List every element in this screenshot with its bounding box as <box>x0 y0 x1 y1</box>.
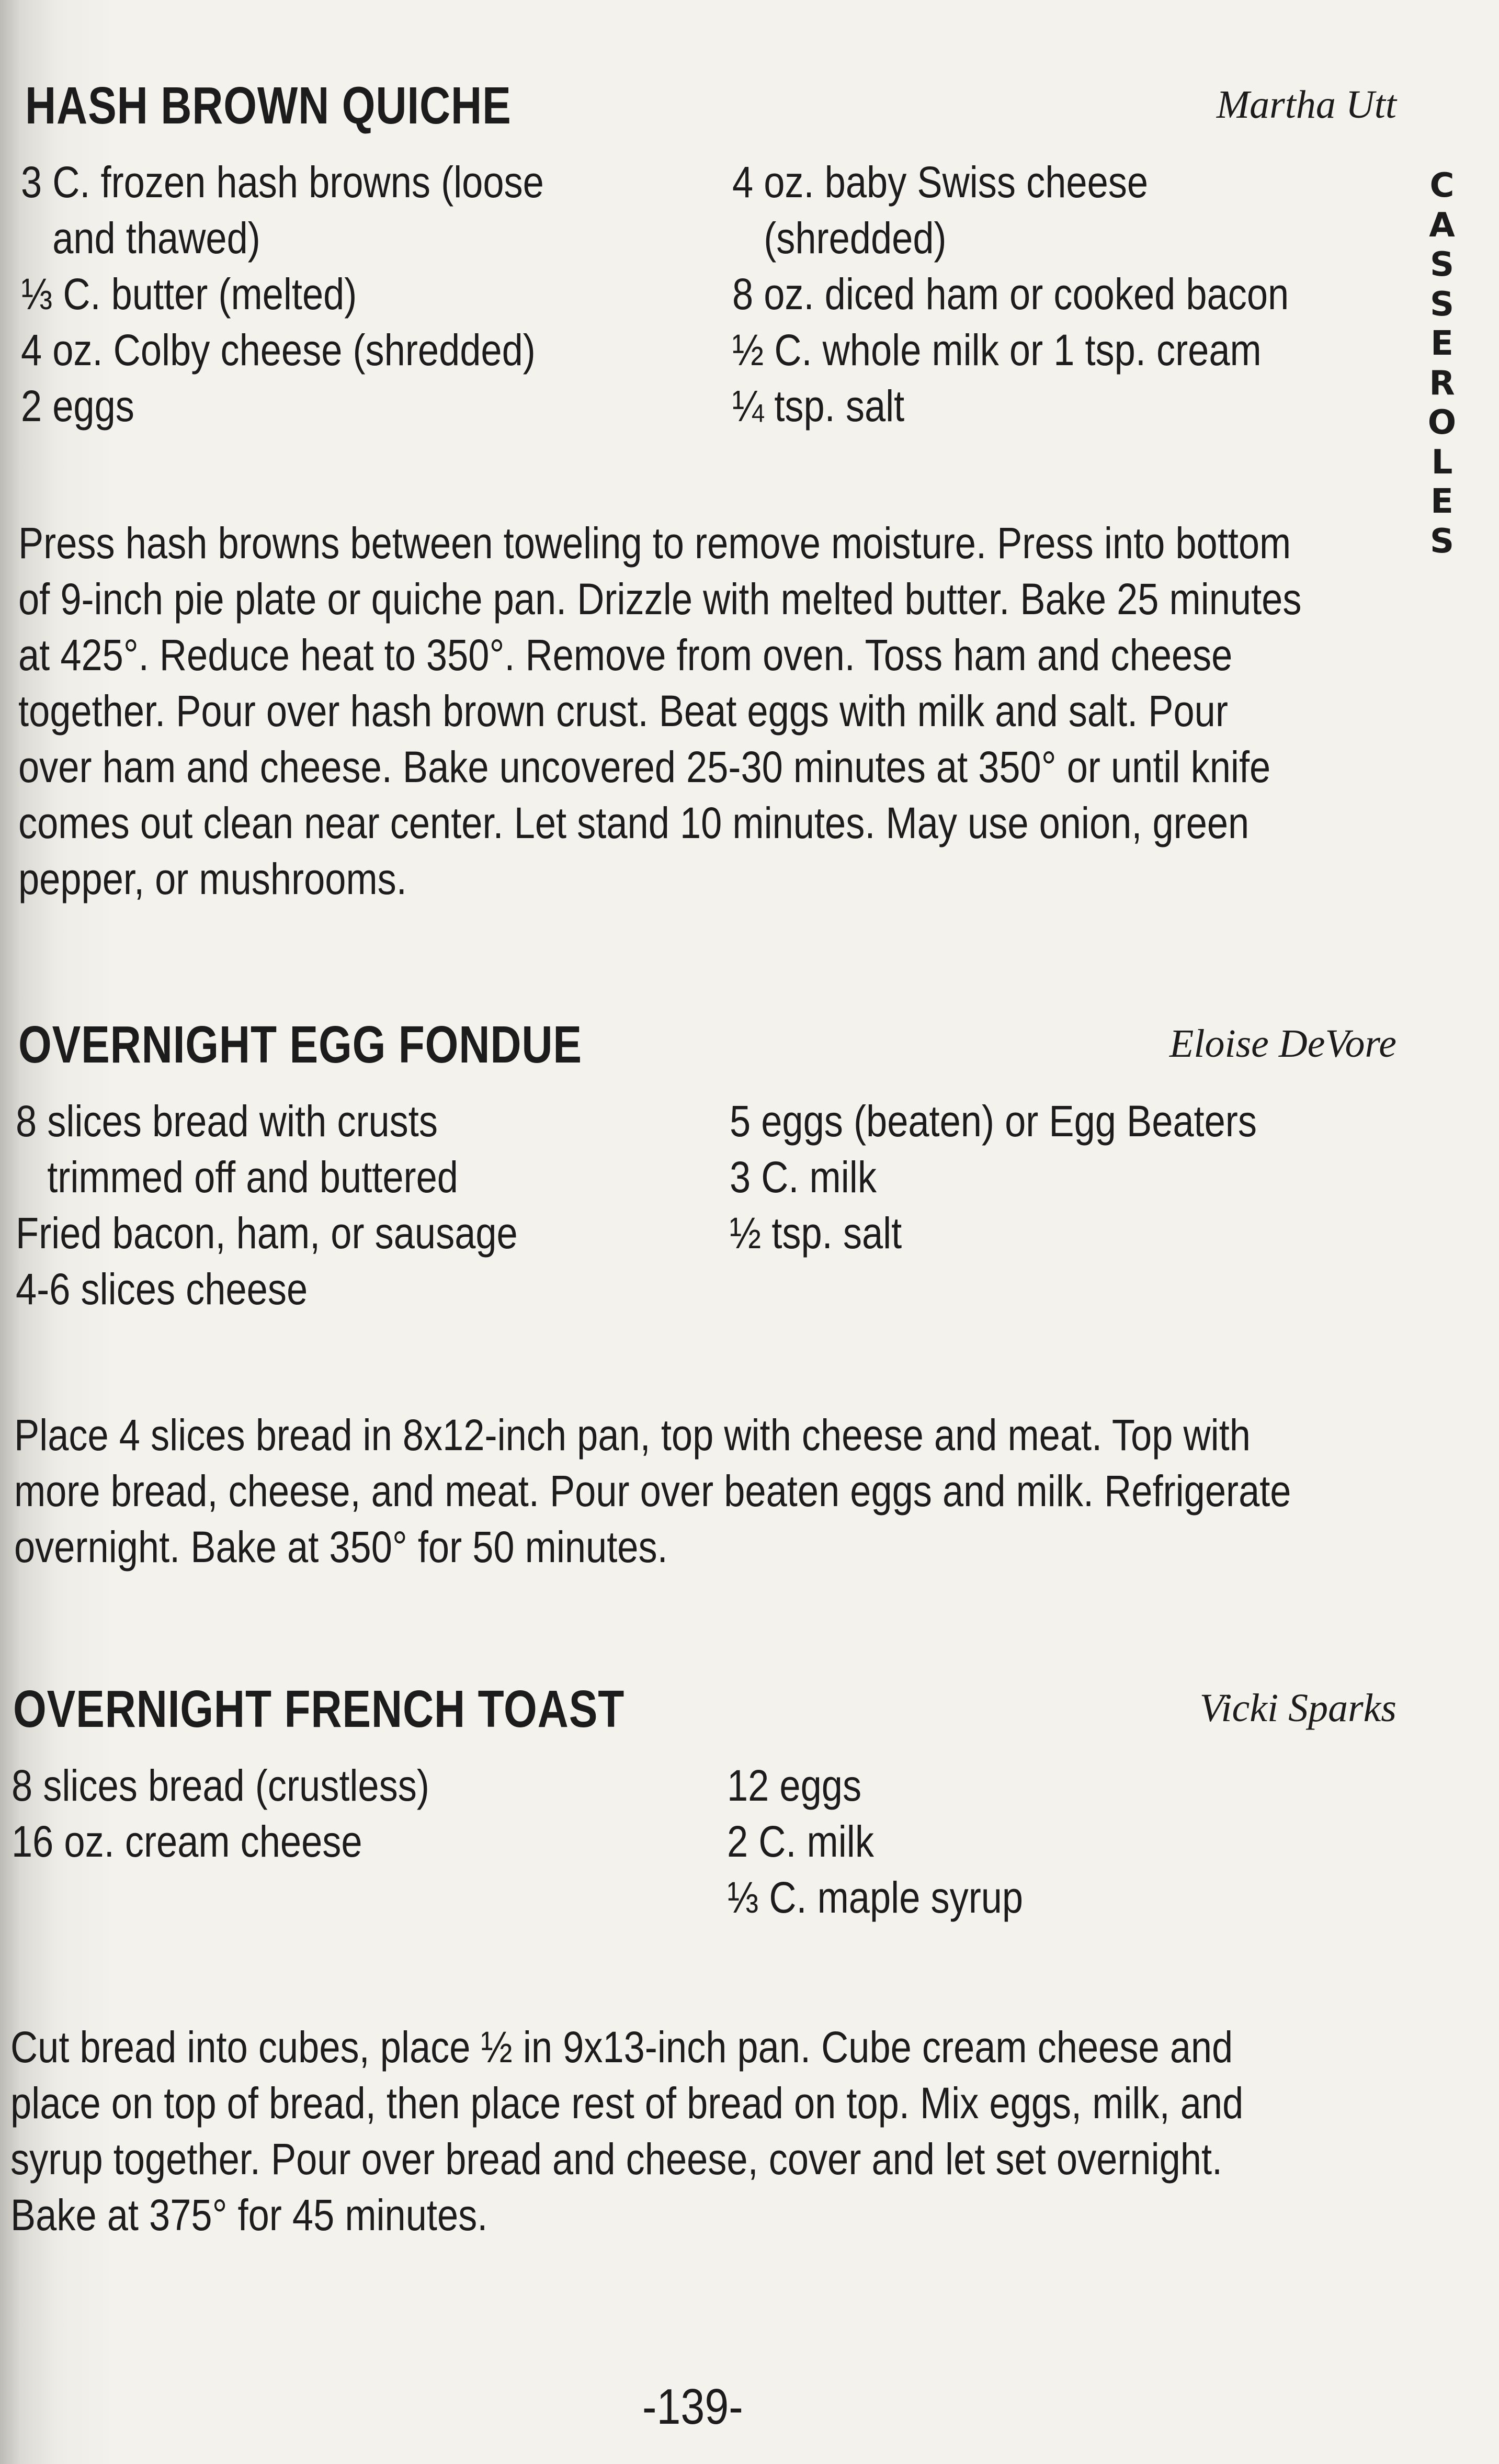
ingredient-item <box>21 154 723 266</box>
recipe-header <box>16 76 1396 154</box>
ingredient-item <box>730 1093 1432 1149</box>
ingredient-text: 4 oz. baby Swiss cheese <box>732 157 1149 207</box>
directions-line: syrup together. Pour over bread and cheese, cover and let set overnight. <box>10 2134 1223 2184</box>
ingredient-text: 2 C. milk <box>727 1817 874 1866</box>
recipe-author: Vicki Sparks <box>1199 1686 1396 1730</box>
ingredient-text: 3 C. milk <box>730 1152 877 1202</box>
recipe-header <box>13 1679 1396 1758</box>
recipe-header <box>16 1015 1396 1093</box>
ingredient-text: 16 oz. cream cheese <box>12 1817 362 1866</box>
section-tab-letter: S <box>1429 522 1455 561</box>
ingredient-item <box>12 1758 713 1814</box>
ingredients-right-column <box>732 154 1434 434</box>
ingredient-text: ½ tsp. salt <box>730 1208 902 1258</box>
recipe-directions <box>14 1407 1400 1575</box>
section-tab-letter: S <box>1429 285 1455 324</box>
ingredients-right-column <box>730 1093 1432 1261</box>
ingredient-item <box>16 1093 718 1205</box>
directions-line: over ham and cheese. Bake uncovered 25-30 minutes at 350° or until knife <box>18 742 1271 792</box>
ingredient-text-continued: (shredded) <box>764 213 947 263</box>
ingredient-item <box>727 1814 1429 1870</box>
ingredient-text: Fried bacon, ham, or sausage <box>16 1208 518 1258</box>
directions-line: together. Pour over hash brown crust. Beat eggs with milk and salt. Pour <box>18 686 1228 736</box>
ingredient-item <box>732 378 1434 434</box>
ingredients-list <box>16 1093 1396 1318</box>
recipe-overnight-french-toast <box>10 1679 1396 2240</box>
directions-line: at 425°. Reduce heat to 350°. Remove from oven. Toss ham and cheese <box>18 630 1233 680</box>
directions-line: Press hash browns between toweling to remove moisture. Press into bottom <box>18 518 1291 568</box>
directions-line: overnight. Bake at 350° for 50 minutes. <box>14 1522 668 1572</box>
ingredient-text: 8 slices bread (crustless) <box>12 1761 429 1810</box>
section-tab-letter: R <box>1429 364 1455 403</box>
ingredient-text: 4 oz. Colby cheese (shredded) <box>21 325 536 375</box>
ingredient-text-continued: and thawed) <box>52 213 260 263</box>
directions-line: place on top of bread, then place rest of bread on top. Mix eggs, milk, and <box>10 2078 1244 2128</box>
ingredient-item <box>21 266 723 322</box>
ingredient-item <box>727 1758 1429 1814</box>
ingredient-text: 5 eggs (beaten) or Egg Beaters <box>730 1097 1257 1146</box>
ingredients-left-column <box>16 1093 718 1317</box>
recipe-author: Eloise DeVore <box>1169 1022 1396 1066</box>
ingredient-item <box>21 322 723 378</box>
recipe-directions <box>18 515 1404 907</box>
recipe-title: HASH BROWN QUICHE <box>25 76 512 135</box>
ingredients-list <box>12 1758 1396 1930</box>
ingredients-left-column <box>21 154 723 434</box>
ingredients-right-column <box>727 1758 1429 1926</box>
ingredient-item <box>21 378 723 434</box>
section-tab-letter: O <box>1427 403 1457 442</box>
ingredient-item <box>12 1814 713 1870</box>
section-tab-letter: L <box>1431 443 1453 482</box>
section-tab-letter: E <box>1430 482 1453 521</box>
ingredient-text: 4-6 slices cheese <box>16 1264 308 1314</box>
recipe-hash-brown-quiche <box>16 76 1396 903</box>
ingredient-text: ⅓ C. maple syrup <box>727 1873 1024 1922</box>
recipe-directions <box>10 2019 1396 2243</box>
section-tab-letter: S <box>1429 245 1455 284</box>
recipe-author: Martha Utt <box>1216 83 1396 127</box>
recipe-title: OVERNIGHT EGG FONDUE <box>18 1015 582 1074</box>
ingredient-text: 8 oz. diced ham or cooked bacon <box>732 269 1289 319</box>
section-tab-letter: A <box>1429 206 1455 245</box>
ingredient-text: 8 slices bread with crusts <box>16 1097 438 1146</box>
ingredient-item <box>732 322 1434 378</box>
ingredients-left-column <box>12 1758 713 1870</box>
ingredient-item <box>732 266 1434 322</box>
ingredient-text-continued: trimmed off and buttered <box>47 1152 458 1202</box>
section-tab-letter: E <box>1430 324 1453 363</box>
section-tab-letter: C <box>1429 166 1455 205</box>
ingredient-item <box>730 1205 1432 1261</box>
ingredient-text: ⅓ C. butter (melted) <box>21 269 357 319</box>
ingredient-text: 3 C. frozen hash browns (loose <box>21 157 544 207</box>
directions-line: more bread, cheese, and meat. Pour over beaten eggs and milk. Refrigerate <box>14 1466 1291 1516</box>
directions-line: comes out clean near center. Let stand 10 minutes. May use onion, green <box>18 798 1250 847</box>
recipe-title: OVERNIGHT FRENCH TOAST <box>13 1680 625 1738</box>
ingredient-text: 12 eggs <box>727 1761 862 1810</box>
ingredient-item <box>730 1149 1432 1205</box>
ingredients-list <box>16 154 1396 432</box>
directions-line: of 9-inch pie plate or quiche pan. Drizzle with melted butter. Bake 25 minutes <box>18 574 1302 624</box>
ingredient-text: 2 eggs <box>21 381 134 431</box>
ingredient-item <box>732 154 1434 266</box>
ingredient-item <box>727 1870 1429 1926</box>
directions-line: Cut bread into cubes, place ½ in 9x13-inch pan. Cube cream cheese and <box>10 2022 1233 2072</box>
directions-line: Place 4 slices bread in 8x12-inch pan, top with cheese and meat. Top with <box>14 1410 1251 1460</box>
directions-line: Bake at 375° for 45 minutes. <box>10 2190 488 2240</box>
ingredient-text: ¼ tsp. salt <box>732 381 905 431</box>
directions-line: pepper, or mushrooms. <box>18 854 407 903</box>
ingredient-text: ½ C. whole milk or 1 tsp. cream <box>732 325 1262 375</box>
page-number: -139- <box>642 2379 743 2435</box>
recipe-overnight-egg-fondue <box>14 1015 1396 1572</box>
ingredient-item <box>16 1261 718 1317</box>
ingredient-item <box>16 1205 718 1261</box>
